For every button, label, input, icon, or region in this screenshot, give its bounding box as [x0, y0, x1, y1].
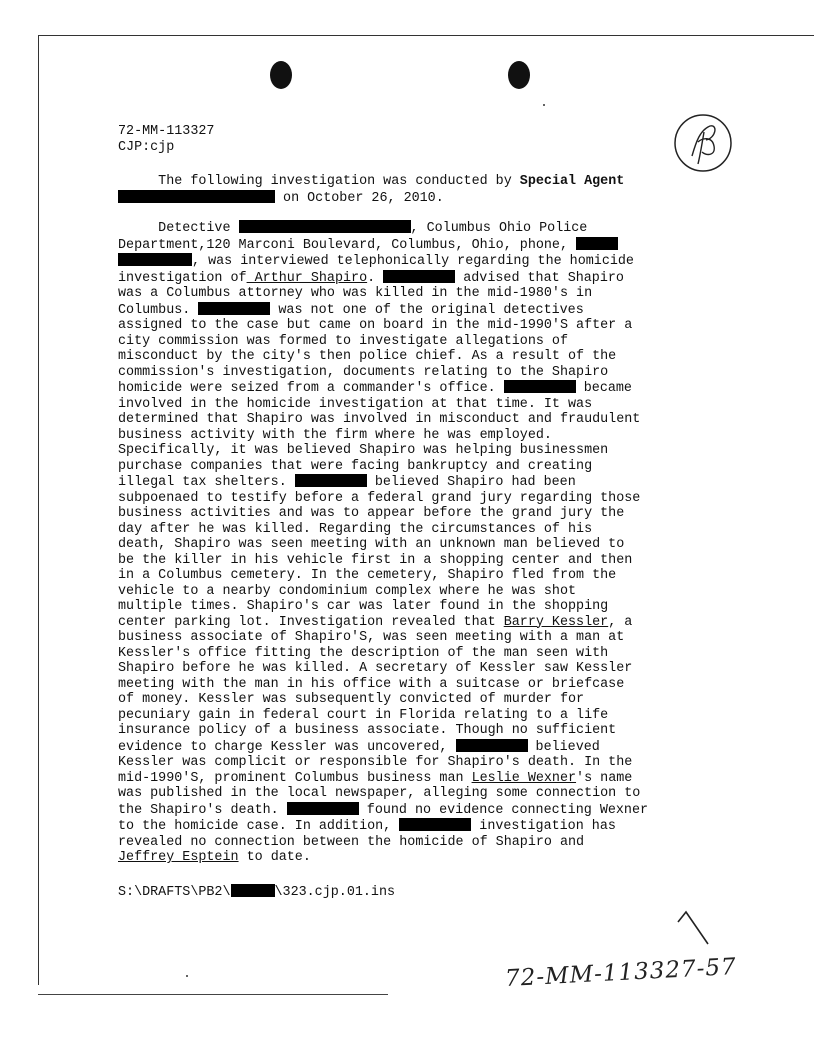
body-text: center parking lot. Investigation revealed that — [118, 614, 504, 630]
underlined-name: Barry Kessler — [503, 614, 609, 630]
body-text: evidence to charge Kessler was uncovered, — [118, 739, 456, 755]
body-text: became — [575, 381, 632, 396]
underlined-name: Jeffrey Esptein — [118, 850, 239, 865]
body-text: was published in the local newspaper, alleging some connection to — [118, 786, 641, 801]
body-text: , Columbus Ohio Police — [410, 221, 588, 236]
intro-date: on October 26, 2010. — [275, 190, 444, 206]
handwritten-serial-number: 72-MM-113327-57 — [504, 953, 738, 993]
body-text: commission's investigation, documents relating to the Shapiro — [118, 364, 609, 380]
body-text: day after he was killed. Regarding the circumstances of his — [118, 521, 593, 537]
underlined-name: Leslie Wexner — [471, 770, 577, 786]
file-number: 72-MM-113327 — [118, 124, 215, 139]
speck — [543, 104, 545, 106]
body-text: multiple times. Shapiro's car was later found in the shopping — [118, 599, 609, 614]
file-path-text: S:\DRAFTS\PB2\ — [118, 885, 231, 900]
body-text: determined that Shapiro was involved in misconduct and fraudulent — [118, 412, 641, 427]
body-text: was not one of the original detectives — [270, 302, 584, 318]
intro-text: The following investigation was conducted by — [118, 174, 520, 189]
body-text: Detective — [118, 221, 239, 236]
redaction-box — [399, 818, 471, 831]
punch-hole — [508, 61, 530, 89]
body-text: investigation of — [118, 270, 247, 286]
body-text: advised that Shapiro — [455, 270, 624, 286]
body-text: mid-1990'S, prominent Columbus business man — [118, 770, 472, 786]
page-border-bottom — [38, 994, 388, 995]
file-path-footer — [118, 884, 395, 901]
redaction-box — [118, 190, 275, 203]
redaction-box — [118, 253, 192, 266]
file-path-text: \323.cjp.01.ins — [274, 885, 396, 900]
body-text: was a Columbus attorney who was killed in the mid-1980's in — [118, 286, 593, 301]
body-text: , was interviewed telephonically regarding the homicide — [192, 254, 634, 269]
body-text: pecuniary gain in federal court in Florida relating to a life — [118, 707, 609, 723]
body-text: purchase companies that were facing bankruptcy and creating — [118, 458, 593, 474]
underlined-name: Arthur Shapiro — [246, 270, 368, 286]
body-text: Department,120 Marconi Boulevard, Columbus, Ohio, phone, — [118, 237, 577, 253]
body-text: Columbus. — [118, 302, 199, 318]
redaction-box — [239, 220, 411, 233]
body-text: Kessler was complicit or responsible for Shapiro's death. In the — [118, 755, 633, 770]
typist-initials: CJP:cjp — [118, 139, 175, 155]
body-text: business associate of Shapiro'S, was seen meeting with a man at — [118, 630, 625, 645]
body-text: found no evidence connecting Wexner — [358, 802, 649, 818]
file-header — [118, 124, 214, 155]
body-text: be the killer in his vehicle first in a shopping center and then — [118, 552, 633, 568]
redaction-box — [456, 739, 528, 752]
body-text: city commission was formed to investigate allegations of — [118, 333, 568, 349]
body-text: Specifically, it was believed Shapiro was helping businessmen — [118, 443, 609, 458]
body-text: investigation has — [471, 819, 616, 834]
page-border-top — [38, 35, 814, 36]
body-text: believed — [527, 739, 600, 755]
body-text: involved in the homicide investigation at that time. It was — [118, 396, 593, 412]
body-text: , a — [608, 614, 633, 630]
body-text: 's name — [576, 770, 633, 786]
body-text: subpoenaed to testify before a federal grand jury regarding those — [118, 490, 641, 506]
body-text: revealed no connection between the homicide of Shapiro and — [118, 834, 585, 850]
body-text: in a Columbus cemetery. In the cemetery, Shapiro fled from the — [118, 568, 617, 583]
speck — [186, 975, 188, 977]
body-text: of money. Kessler was subsequently convicted of murder for — [118, 692, 585, 707]
punch-hole — [270, 61, 292, 89]
redaction-box — [198, 302, 270, 315]
body-text: death, Shapiro was seen meeting with an unknown man believed to — [118, 537, 625, 552]
body-text: misconduct by the city's then police chief. As a result of the — [118, 349, 617, 364]
body-text: to date. — [238, 850, 311, 865]
body-text: homicide were seized from a commander's office. — [118, 381, 504, 396]
redaction-box — [383, 270, 455, 283]
body-text: to the homicide case. In addition, — [118, 819, 400, 834]
redaction-box — [504, 380, 576, 393]
redaction-box — [295, 474, 367, 487]
redaction-box — [231, 884, 275, 897]
intro-paragraph — [118, 174, 624, 206]
body-text: . — [367, 270, 384, 286]
body-text: business activity with the firm where he was employed. — [118, 427, 552, 443]
page-border-left — [38, 35, 39, 985]
interview-body — [118, 220, 648, 866]
body-text: vehicle to a nearby condominium complex where he was shot — [118, 583, 577, 599]
body-text: meeting with the man in his office with a suitcase or briefcase — [118, 676, 625, 692]
body-text: assigned to the case but came on board in the mid-1990'S after a — [118, 318, 633, 333]
handwritten-arrow-mark — [664, 908, 714, 948]
redaction-box — [287, 802, 359, 815]
handwritten-initials-stamp — [672, 112, 734, 174]
redaction-box — [576, 237, 618, 250]
body-text: the Shapiro's death. — [118, 802, 287, 818]
body-text: insurance policy of a business associate. Though no sufficient — [118, 723, 617, 738]
body-text: illegal tax shelters. — [118, 475, 295, 490]
body-text: believed Shapiro had been — [366, 475, 576, 490]
body-text: Kessler's office fitting the description of the man seen with — [118, 645, 609, 661]
body-text: Shapiro before he was killed. A secretary of Kessler saw Kessler — [118, 661, 633, 676]
body-text: business activities and was to appear before the grand jury the — [118, 506, 625, 521]
agent-title: Special Agent — [519, 174, 625, 189]
